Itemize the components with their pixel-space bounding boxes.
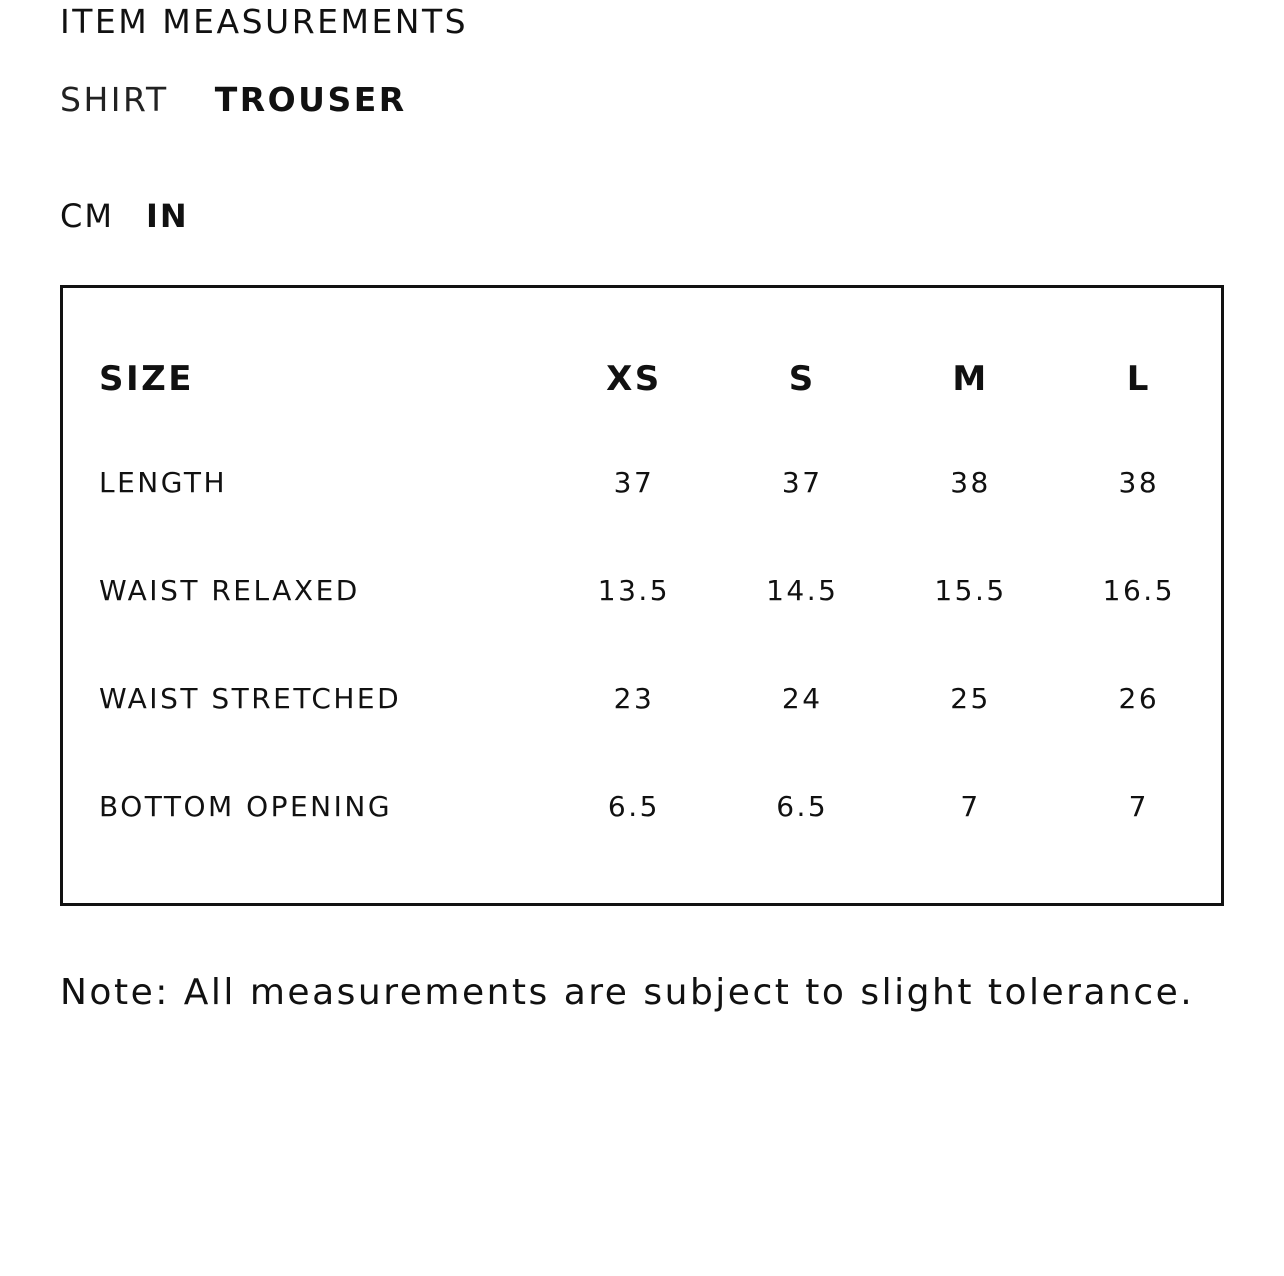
size-header-s: S: [788, 359, 816, 399]
size-chart-table: [99, 288, 1223, 898]
measurement-value: 38: [1118, 466, 1160, 499]
measurement-value: 15.5: [934, 574, 1007, 607]
measurement-value: 14.5: [766, 574, 839, 607]
tolerance-note: Note: All measurements are subject to slight tolerance.: [60, 972, 1195, 1013]
row-label: WAIST RELAXED: [99, 574, 360, 607]
measurement-value: 16.5: [1102, 574, 1176, 607]
table-row: [99, 574, 1223, 682]
tab-trouser[interactable]: TROUSER: [214, 80, 407, 119]
measurement-value: 25: [950, 682, 991, 715]
measurement-value: 38: [950, 466, 991, 499]
garment-tabs: [60, 80, 407, 119]
size-header-xs: XS: [606, 359, 662, 399]
unit-toggle: [60, 197, 189, 235]
tab-shirt[interactable]: SHIRT: [60, 80, 169, 119]
page-title: ITEM MEASUREMENTS: [60, 2, 469, 41]
table-row: [99, 466, 1223, 574]
size-header-label: SIZE: [99, 359, 195, 399]
measurement-value: 7: [1128, 790, 1149, 823]
unit-cm-option[interactable]: CM: [60, 197, 114, 235]
table-row: [99, 682, 1223, 790]
measurement-value: 6.5: [607, 790, 660, 823]
size-header-l: L: [1126, 359, 1151, 399]
size-chart-box: [60, 285, 1224, 906]
row-label: BOTTOM OPENING: [99, 790, 393, 823]
table-row: [99, 790, 1223, 898]
measurement-value: 26: [1118, 682, 1160, 715]
measurement-value: 37: [781, 466, 823, 499]
size-header-m: M: [952, 359, 989, 399]
measurement-value: 7: [960, 790, 981, 823]
size-header-row: [99, 288, 1223, 466]
measurement-value: 13.5: [597, 574, 671, 607]
row-label: LENGTH: [99, 466, 228, 499]
measurement-value: 24: [781, 682, 823, 715]
measurement-value: 23: [613, 682, 655, 715]
measurement-value: 6.5: [776, 790, 829, 823]
row-label: WAIST STRETCHED: [99, 682, 402, 715]
measurement-value: 37: [613, 466, 655, 499]
unit-in-option[interactable]: IN: [145, 197, 189, 235]
